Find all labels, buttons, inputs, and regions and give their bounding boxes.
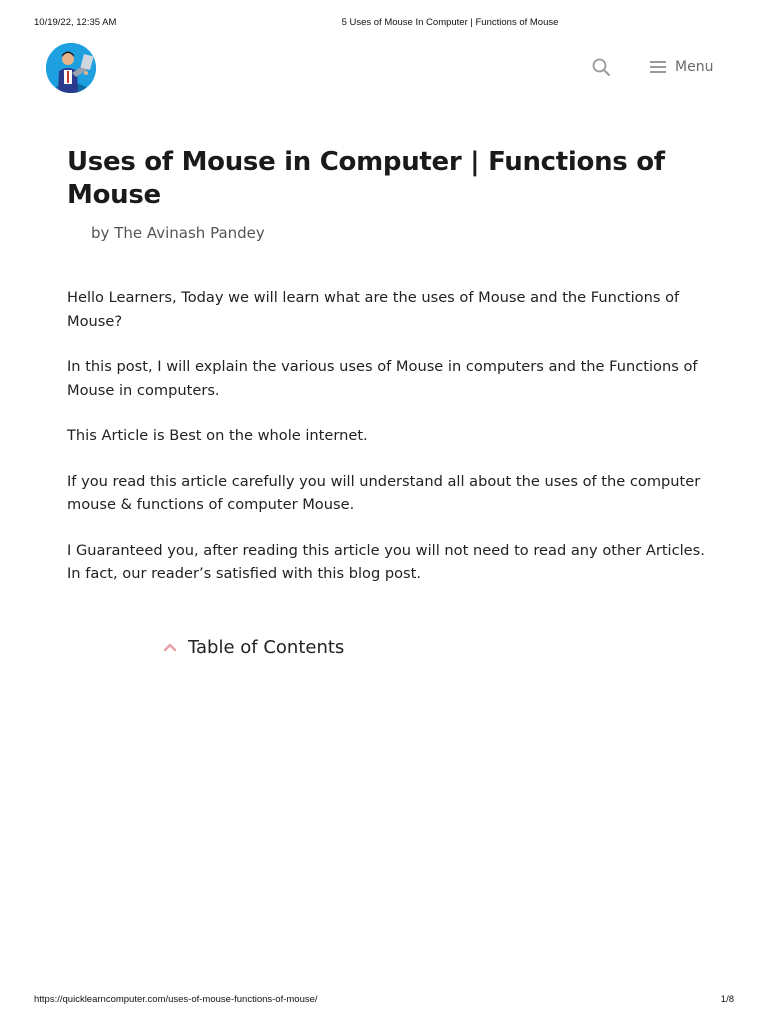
menu-button[interactable] [650, 55, 713, 79]
paragraph: This Article is Best on the whole internet. [67, 427, 368, 444]
menu-label: Menu [675, 59, 714, 75]
byline [91, 222, 707, 244]
print-datetime: 10/19/22, 12:35 AM [34, 17, 117, 28]
person-with-laptop-logo-icon [46, 43, 96, 93]
byline-prefix: by [91, 224, 110, 242]
table-of-contents [163, 634, 344, 660]
search-button[interactable] [590, 56, 612, 78]
print-footer [0, 994, 768, 1008]
paragraph: In this post, I will explain the various uses of Mouse in computers and the Functions of Mouse in computers. [67, 358, 698, 399]
author-link[interactable]: The Avinash Pandey [114, 224, 265, 242]
chevron-up-icon[interactable] [163, 642, 177, 652]
paragraph: If you read this article carefully you will understand all about the uses of the computer mouse & functions of computer Mouse. [67, 472, 701, 513]
hamburger-icon [650, 60, 666, 74]
site-header [0, 40, 768, 96]
article [67, 146, 707, 608]
print-header [0, 17, 768, 31]
print-url: https://quicklearncomputer.com/uses-of-mouse-functions-of-mouse/ [34, 994, 318, 1005]
print-doc-title: 5 Uses of Mouse In Computer | Functions of Mouse [341, 17, 559, 28]
article-content [67, 286, 707, 586]
toc-title[interactable]: Table of Contents [188, 636, 345, 658]
paragraph: I Guaranteed you, after reading this article you will not need to read any other Articles. In fact, our reader’s satisfied with this blog post. [67, 541, 705, 582]
print-page-number: 1/8 [720, 994, 734, 1005]
post-title: Uses of Mouse in Computer | Functions of Mouse [67, 147, 665, 210]
site-logo[interactable] [46, 43, 96, 93]
search-icon [590, 56, 612, 78]
paragraph: Hello Learners, Today we will learn what are the uses of Mouse and the Functions of Mouse? [67, 289, 680, 330]
